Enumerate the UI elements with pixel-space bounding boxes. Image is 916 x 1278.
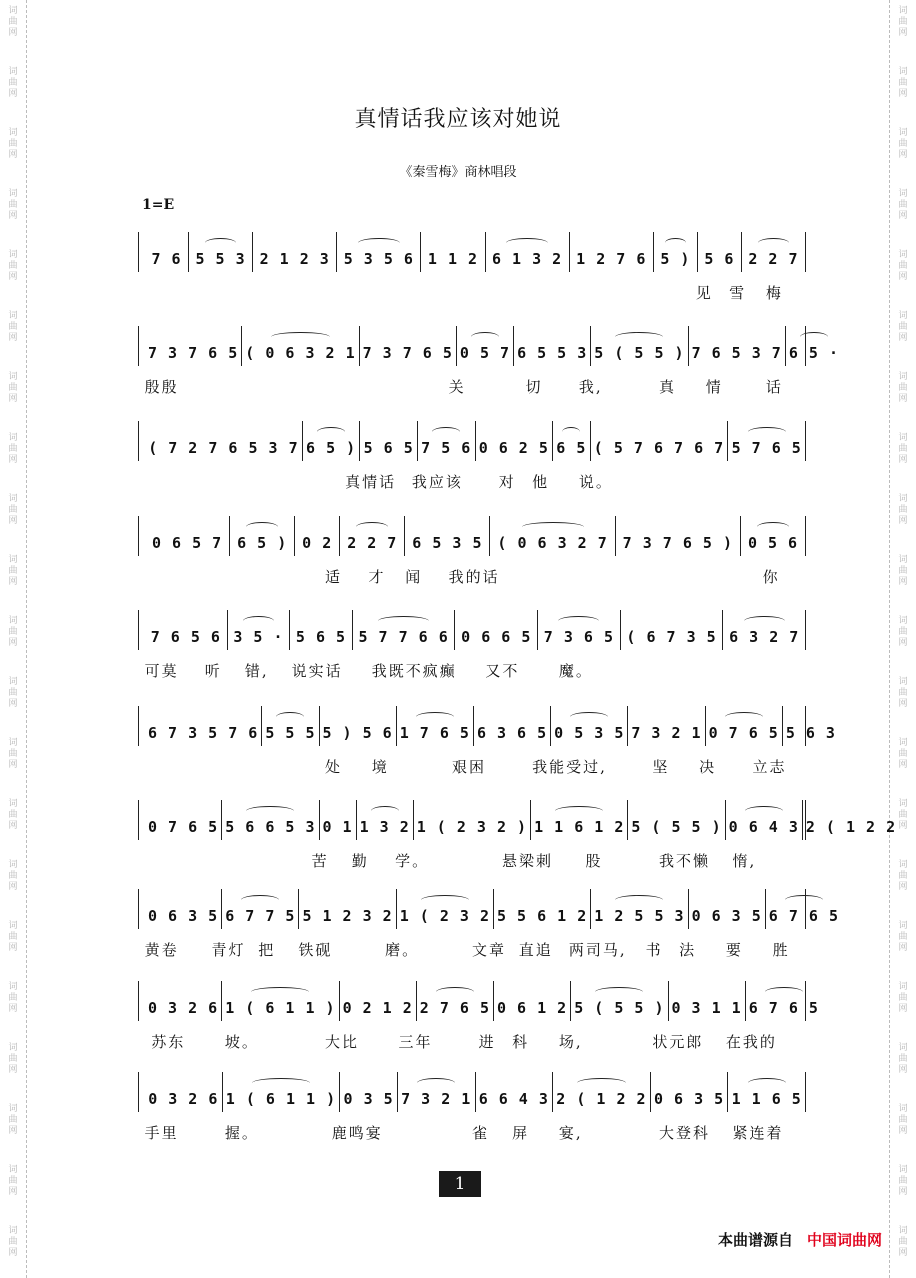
measure: 5 7 6 5 bbox=[728, 421, 805, 461]
measure: ( 7 2 7 6 5 3 7 bbox=[145, 421, 303, 461]
measure: 0 6 3 5 bbox=[689, 889, 766, 929]
music-system bbox=[138, 421, 806, 493]
measure: 5 6 3 bbox=[785, 724, 836, 742]
measure: 0 3 5 bbox=[340, 1072, 398, 1112]
slur-mark bbox=[748, 427, 786, 437]
watermark-block: 词 曲 网 bbox=[898, 128, 908, 160]
lyric-syllable: 宴, bbox=[558, 1124, 583, 1142]
song-subtitle: 《秦雪梅》商林唱段 bbox=[399, 165, 517, 180]
measure: 1 ( 2 3 2 ) bbox=[414, 800, 531, 840]
measure: 7 6 bbox=[145, 232, 189, 272]
lyric-syllable: 我能受过, bbox=[532, 758, 607, 776]
measure: 5 1 2 3 2 bbox=[299, 889, 396, 929]
watermark-block: 词 曲 网 bbox=[898, 616, 908, 648]
measure: 0 6 4 3 bbox=[726, 800, 803, 840]
slur-mark bbox=[421, 895, 469, 905]
lyric-syllable: 直追 bbox=[518, 941, 553, 959]
lyric-syllable: 关 bbox=[448, 378, 466, 396]
measure: 6 3 2 7 bbox=[723, 610, 805, 650]
key-signature: 1=E bbox=[142, 197, 175, 213]
lyric-syllable: 魔。 bbox=[558, 662, 593, 680]
slur-mark bbox=[725, 712, 763, 722]
slur-mark bbox=[558, 616, 599, 626]
slur-mark bbox=[205, 238, 237, 248]
slur-mark bbox=[785, 895, 823, 905]
notation-line bbox=[138, 981, 819, 1021]
measure: 7 3 7 6 5 bbox=[360, 326, 457, 366]
watermark-block: 词 曲 网 bbox=[898, 6, 908, 38]
measure: 5 6 6 5 3 bbox=[222, 800, 319, 840]
lyric-syllable: 三年 bbox=[398, 1033, 433, 1051]
measure: 6 7 6 5 bbox=[766, 889, 842, 929]
measure: 6 5 · bbox=[786, 326, 842, 366]
lyric-syllable: 你 bbox=[762, 568, 780, 586]
measure: 6 5 5 3 bbox=[514, 326, 591, 366]
measure: 5 6 5 bbox=[290, 610, 353, 650]
lyric-syllable: 铁砚 bbox=[298, 941, 333, 959]
lyric-syllable: 立志 bbox=[752, 758, 787, 776]
lyric-syllable: 胜 bbox=[772, 941, 790, 959]
slur-mark bbox=[744, 616, 785, 626]
measure: 1 1 2 bbox=[421, 232, 485, 272]
lyric-syllable: 雀 bbox=[472, 1124, 490, 1142]
song-title: 真情话我应该对她说 bbox=[354, 107, 562, 132]
lyrics-line bbox=[138, 660, 806, 682]
slur-mark bbox=[358, 238, 400, 248]
measure: 7 6 5 6 bbox=[145, 610, 228, 650]
music-system bbox=[138, 981, 819, 1053]
measure: ( 0 6 3 2 7 bbox=[490, 516, 615, 556]
slur-mark bbox=[745, 806, 783, 816]
measure: 5 ( 5 5 ) bbox=[628, 800, 725, 840]
measure: 7 6 5 3 7 bbox=[689, 326, 786, 366]
watermark-block: 词 曲 网 bbox=[898, 189, 908, 221]
watermark-block: 词 曲 网 bbox=[8, 738, 18, 770]
measure: ( 0 6 3 2 1 bbox=[242, 326, 359, 366]
measure: 7 3 2 1 bbox=[398, 1072, 476, 1112]
page-number: 1 bbox=[439, 1171, 481, 1197]
lyric-syllable: 苏东 bbox=[151, 1033, 186, 1051]
lyric-syllable: 适 bbox=[325, 568, 343, 586]
measure: 1 ( 2 3 2 bbox=[397, 889, 494, 929]
measure: ( 5 7 6 7 6 7 bbox=[591, 421, 729, 461]
lyric-syllable: 大登科 bbox=[659, 1124, 711, 1142]
slur-mark bbox=[252, 1078, 310, 1088]
measure: 0 2 bbox=[295, 516, 340, 556]
slur-mark bbox=[241, 895, 279, 905]
left-margin-strip bbox=[0, 0, 27, 1278]
lyrics-line bbox=[138, 282, 806, 304]
music-system bbox=[138, 1072, 806, 1144]
measure: 5 3 5 6 bbox=[337, 232, 421, 272]
slur-mark bbox=[562, 427, 580, 437]
watermark-block: 词 曲 网 bbox=[898, 311, 908, 343]
measure: 5 ( 5 5 ) bbox=[591, 326, 688, 366]
slur-mark bbox=[757, 522, 789, 532]
slur-mark bbox=[570, 712, 608, 722]
watermark-block: 词 曲 网 bbox=[898, 433, 908, 465]
music-system bbox=[138, 232, 806, 304]
lyric-syllable: 鹿鸣宴 bbox=[331, 1124, 383, 1142]
lyric-syllable: 真情话 bbox=[345, 473, 397, 491]
notation-line bbox=[138, 516, 806, 556]
watermark-block: 词 曲 网 bbox=[8, 1104, 18, 1136]
footer-brand: 中国词曲网 bbox=[806, 1231, 882, 1249]
watermark-block: 词 曲 网 bbox=[8, 372, 18, 404]
watermark-block: 词 曲 网 bbox=[898, 1043, 908, 1075]
notation-line bbox=[138, 889, 839, 929]
watermark-block: 词 曲 网 bbox=[8, 128, 18, 160]
slur-mark bbox=[577, 1078, 625, 1088]
notation-line bbox=[138, 421, 806, 461]
measure: 1 2 7 6 bbox=[570, 232, 654, 272]
slur-mark bbox=[615, 895, 663, 905]
measure: 0 5 7 bbox=[457, 326, 514, 366]
measure: 7 3 7 6 5 bbox=[145, 326, 242, 366]
slur-mark bbox=[432, 427, 460, 437]
measure: 0 3 2 6 bbox=[145, 981, 222, 1021]
watermark-block: 词 曲 网 bbox=[898, 1226, 908, 1258]
lyric-syllable: 黄卷 bbox=[144, 941, 179, 959]
measure: 5 6 bbox=[698, 232, 742, 272]
measure: 5 ) 5 6 bbox=[320, 706, 397, 746]
lyric-syllable: 大比 bbox=[325, 1033, 360, 1051]
lyric-syllable: 书 bbox=[645, 941, 663, 959]
notation-line bbox=[138, 326, 839, 366]
lyric-syllable: 情 bbox=[705, 378, 723, 396]
measure: 2 ( 1 2 2 bbox=[553, 1072, 651, 1112]
lyrics-line bbox=[138, 850, 806, 872]
slur-mark bbox=[595, 987, 643, 997]
measure: 5 5 3 bbox=[189, 232, 253, 272]
measure: 7 3 2 1 bbox=[628, 706, 705, 746]
lyric-syllable: 场, bbox=[558, 1033, 583, 1051]
lyric-syllable: 进 bbox=[478, 1033, 496, 1051]
measure: 0 3 1 1 bbox=[669, 981, 746, 1021]
slur-mark bbox=[378, 616, 429, 626]
slur-mark bbox=[748, 1078, 786, 1088]
footer-source-label: 本曲谱源自 bbox=[717, 1231, 793, 1249]
music-system bbox=[138, 326, 839, 398]
lyric-syllable: 处 bbox=[325, 758, 343, 776]
lyric-syllable: 我的话 bbox=[448, 568, 500, 586]
slur-mark bbox=[371, 806, 399, 816]
lyric-syllable: 说实话 bbox=[291, 662, 343, 680]
measure: 3 5 · bbox=[228, 610, 291, 650]
lyric-syllable: 屏 bbox=[512, 1124, 530, 1142]
watermark-block: 词 曲 网 bbox=[8, 433, 18, 465]
measure: 1 2 5 5 3 bbox=[591, 889, 688, 929]
measure: 1 7 6 5 bbox=[397, 706, 474, 746]
watermark-block: 词 曲 网 bbox=[8, 311, 18, 343]
measure: 6 5 ) bbox=[230, 516, 295, 556]
notation-line bbox=[138, 232, 806, 272]
watermark-block: 词 曲 网 bbox=[8, 860, 18, 892]
measure: 1 1 6 1 2 bbox=[531, 800, 628, 840]
lyric-syllable: 两司马, bbox=[568, 941, 627, 959]
lyric-syllable: 惰, bbox=[732, 852, 757, 870]
measure: 6 6 4 3 bbox=[476, 1072, 554, 1112]
measure: ( 6 7 3 5 bbox=[621, 610, 724, 650]
slur-mark bbox=[416, 712, 454, 722]
lyric-syllable: 状元郎 bbox=[652, 1033, 704, 1051]
measure: 0 6 5 7 bbox=[145, 516, 230, 556]
lyric-syllable: 握。 bbox=[224, 1124, 259, 1142]
slur-mark bbox=[471, 332, 499, 342]
lyric-syllable: 我, bbox=[578, 378, 603, 396]
lyric-syllable: 把 bbox=[258, 941, 276, 959]
watermark-block: 词 曲 网 bbox=[898, 860, 908, 892]
slur-mark bbox=[356, 522, 388, 532]
lyric-syllable: 艰困 bbox=[451, 758, 486, 776]
lyric-syllable: 才 bbox=[368, 568, 386, 586]
lyric-syllable: 科 bbox=[512, 1033, 530, 1051]
measure: 2 7 6 5 bbox=[417, 981, 494, 1021]
watermark-block: 词 曲 网 bbox=[8, 555, 18, 587]
lyric-syllable: 学。 bbox=[395, 852, 430, 870]
measure: 0 6 1 2 bbox=[494, 981, 571, 1021]
lyrics-line bbox=[138, 1122, 806, 1144]
notation-line bbox=[138, 610, 806, 650]
slur-mark bbox=[555, 806, 603, 816]
measure: 0 3 2 6 bbox=[145, 1072, 223, 1112]
notation-line bbox=[138, 706, 836, 746]
lyric-syllable: 话 bbox=[765, 378, 783, 396]
lyric-syllable: 梅 bbox=[765, 284, 783, 302]
measure: 7 3 6 5 bbox=[538, 610, 621, 650]
lyric-syllable: 青灯 bbox=[211, 941, 246, 959]
measure: 6 5 bbox=[553, 421, 590, 461]
lyrics-line bbox=[138, 566, 806, 588]
right-margin-strip bbox=[889, 0, 916, 1278]
watermark-block: 词 曲 网 bbox=[898, 738, 908, 770]
measure: 7 3 7 6 5 ) bbox=[616, 516, 741, 556]
lyric-syllable: 殷殷 bbox=[144, 378, 179, 396]
slur-mark bbox=[276, 712, 304, 722]
notation-line bbox=[138, 800, 897, 840]
slur-mark bbox=[317, 427, 345, 437]
watermark-block: 词 曲 网 bbox=[8, 67, 18, 99]
lyrics-line bbox=[138, 376, 806, 398]
measure: 6 7 6 5 bbox=[746, 981, 822, 1021]
watermark-block: 词 曲 网 bbox=[8, 1165, 18, 1197]
lyric-syllable: 坚 bbox=[652, 758, 670, 776]
measure: 6 1 3 2 bbox=[486, 232, 570, 272]
watermark-block: 词 曲 网 bbox=[8, 250, 18, 282]
watermark-block: 词 曲 网 bbox=[898, 1104, 908, 1136]
watermark-block: 词 曲 网 bbox=[8, 677, 18, 709]
watermark-block: 词 曲 网 bbox=[8, 982, 18, 1014]
lyric-syllable: 勤 bbox=[351, 852, 369, 870]
measure: 1 ( 6 1 1 ) bbox=[223, 1072, 341, 1112]
lyric-syllable: 在我的 bbox=[725, 1033, 777, 1051]
lyric-syllable: 切 bbox=[525, 378, 543, 396]
watermark-block: 词 曲 网 bbox=[8, 494, 18, 526]
watermark-block: 词 曲 网 bbox=[8, 921, 18, 953]
measure: 5 ( 5 5 ) bbox=[571, 981, 668, 1021]
watermark-block: 词 曲 网 bbox=[898, 921, 908, 953]
measure: 0 6 3 5 bbox=[651, 1072, 729, 1112]
watermark-block: 词 曲 网 bbox=[8, 799, 18, 831]
slur-mark bbox=[665, 238, 687, 248]
measure: 0 6 3 5 bbox=[145, 889, 222, 929]
lyric-syllable: 我应该 bbox=[411, 473, 463, 491]
footer-credit bbox=[718, 1229, 882, 1250]
lyric-syllable: 文章 bbox=[472, 941, 507, 959]
lyric-syllable: 决 bbox=[699, 758, 717, 776]
lyric-syllable: 坡。 bbox=[224, 1033, 259, 1051]
music-system bbox=[138, 706, 836, 778]
slur-mark bbox=[506, 238, 548, 248]
watermark-block: 词 曲 网 bbox=[8, 1043, 18, 1075]
measure: 0 5 6 bbox=[741, 516, 805, 556]
lyric-syllable: 可莫 bbox=[144, 662, 179, 680]
lyric-syllable: 真 bbox=[659, 378, 677, 396]
measure: 5 ) bbox=[654, 232, 698, 272]
measure: 5 7 7 6 6 bbox=[353, 610, 456, 650]
lyric-syllable: 对 bbox=[498, 473, 516, 491]
notation-line bbox=[138, 1072, 806, 1112]
lyric-syllable: 境 bbox=[371, 758, 389, 776]
lyric-syllable: 紧连着 bbox=[732, 1124, 784, 1142]
watermark-block: 词 曲 网 bbox=[8, 1226, 18, 1258]
lyric-syllable: 见 bbox=[695, 284, 713, 302]
lyric-syllable: 听 bbox=[204, 662, 222, 680]
lyric-syllable: 我不懒 bbox=[659, 852, 711, 870]
lyric-syllable: 手里 bbox=[144, 1124, 179, 1142]
measure: 0 5 3 5 bbox=[551, 706, 628, 746]
lyric-syllable: 又不 bbox=[485, 662, 520, 680]
measure: 6 7 7 5 bbox=[222, 889, 299, 929]
lyrics-line bbox=[138, 471, 806, 493]
slur-mark bbox=[246, 806, 294, 816]
lyric-syllable: 我既不疯癫 bbox=[371, 662, 457, 680]
measure: 2 1 2 3 bbox=[253, 232, 337, 272]
music-system bbox=[138, 889, 839, 961]
measure: 2 2 7 bbox=[340, 516, 405, 556]
measure: 2 ( 1 2 2 bbox=[805, 818, 897, 836]
slur-mark bbox=[800, 332, 828, 342]
music-system bbox=[138, 800, 897, 872]
watermark-block: 词 曲 网 bbox=[898, 555, 908, 587]
lyric-syllable: 说。 bbox=[578, 473, 613, 491]
measure: 6 3 6 5 bbox=[474, 706, 551, 746]
measure: 0 7 6 5 bbox=[706, 706, 783, 746]
measure: 6 5 3 5 bbox=[405, 516, 490, 556]
slur-mark bbox=[522, 522, 584, 532]
slur-mark bbox=[758, 238, 790, 248]
lyric-syllable: 错, bbox=[244, 662, 269, 680]
watermark-block: 词 曲 网 bbox=[898, 494, 908, 526]
measure: 7 5 6 bbox=[418, 421, 476, 461]
measure: 0 1 bbox=[320, 800, 357, 840]
lyrics-line bbox=[138, 756, 806, 778]
measure: 5 6 5 bbox=[360, 421, 418, 461]
lyric-syllable: 他 bbox=[532, 473, 550, 491]
measure: 1 1 6 5 bbox=[728, 1072, 805, 1112]
music-system bbox=[138, 610, 806, 682]
watermark-block: 词 曲 网 bbox=[898, 677, 908, 709]
lyric-syllable: 雪 bbox=[729, 284, 747, 302]
measure: 1 3 2 bbox=[357, 800, 414, 840]
slur-mark bbox=[615, 332, 663, 342]
slur-mark bbox=[251, 987, 309, 997]
measure: 0 6 2 5 bbox=[476, 421, 554, 461]
slur-mark bbox=[271, 332, 329, 342]
measure: 0 2 1 2 bbox=[340, 981, 417, 1021]
measure: 5 5 5 bbox=[262, 706, 319, 746]
slur-mark bbox=[436, 987, 474, 997]
lyric-syllable: 法 bbox=[679, 941, 697, 959]
measure: 6 5 ) bbox=[303, 421, 361, 461]
watermark-block: 词 曲 网 bbox=[898, 799, 908, 831]
lyrics-line bbox=[138, 939, 806, 961]
lyric-syllable: 磨。 bbox=[385, 941, 420, 959]
lyrics-line bbox=[138, 1031, 806, 1053]
lyric-syllable: 股 bbox=[585, 852, 603, 870]
lyric-syllable: 闻 bbox=[405, 568, 423, 586]
lyric-syllable: 苦 bbox=[311, 852, 329, 870]
watermark-block: 词 曲 网 bbox=[898, 982, 908, 1014]
music-system bbox=[138, 516, 806, 588]
slur-mark bbox=[765, 987, 803, 997]
watermark-block: 词 曲 网 bbox=[8, 6, 18, 38]
measure: 2 2 7 bbox=[742, 232, 805, 272]
slur-mark bbox=[246, 522, 278, 532]
slur-mark bbox=[243, 616, 274, 626]
watermark-block: 词 曲 网 bbox=[8, 189, 18, 221]
measure: 5 5 6 1 2 bbox=[494, 889, 591, 929]
watermark-block: 词 曲 网 bbox=[898, 250, 908, 282]
measure: 0 7 6 5 bbox=[145, 800, 222, 840]
watermark-block: 词 曲 网 bbox=[898, 1165, 908, 1197]
watermark-block: 词 曲 网 bbox=[898, 67, 908, 99]
measure: 0 6 6 5 bbox=[455, 610, 538, 650]
measure: 1 ( 6 1 1 ) bbox=[222, 981, 339, 1021]
watermark-block: 词 曲 网 bbox=[8, 616, 18, 648]
slur-mark bbox=[417, 1078, 455, 1088]
watermark-block: 词 曲 网 bbox=[898, 372, 908, 404]
lyric-syllable: 要 bbox=[725, 941, 743, 959]
measure: 6 7 3 5 7 6 bbox=[145, 706, 262, 746]
lyric-syllable: 悬梁刺 bbox=[502, 852, 554, 870]
